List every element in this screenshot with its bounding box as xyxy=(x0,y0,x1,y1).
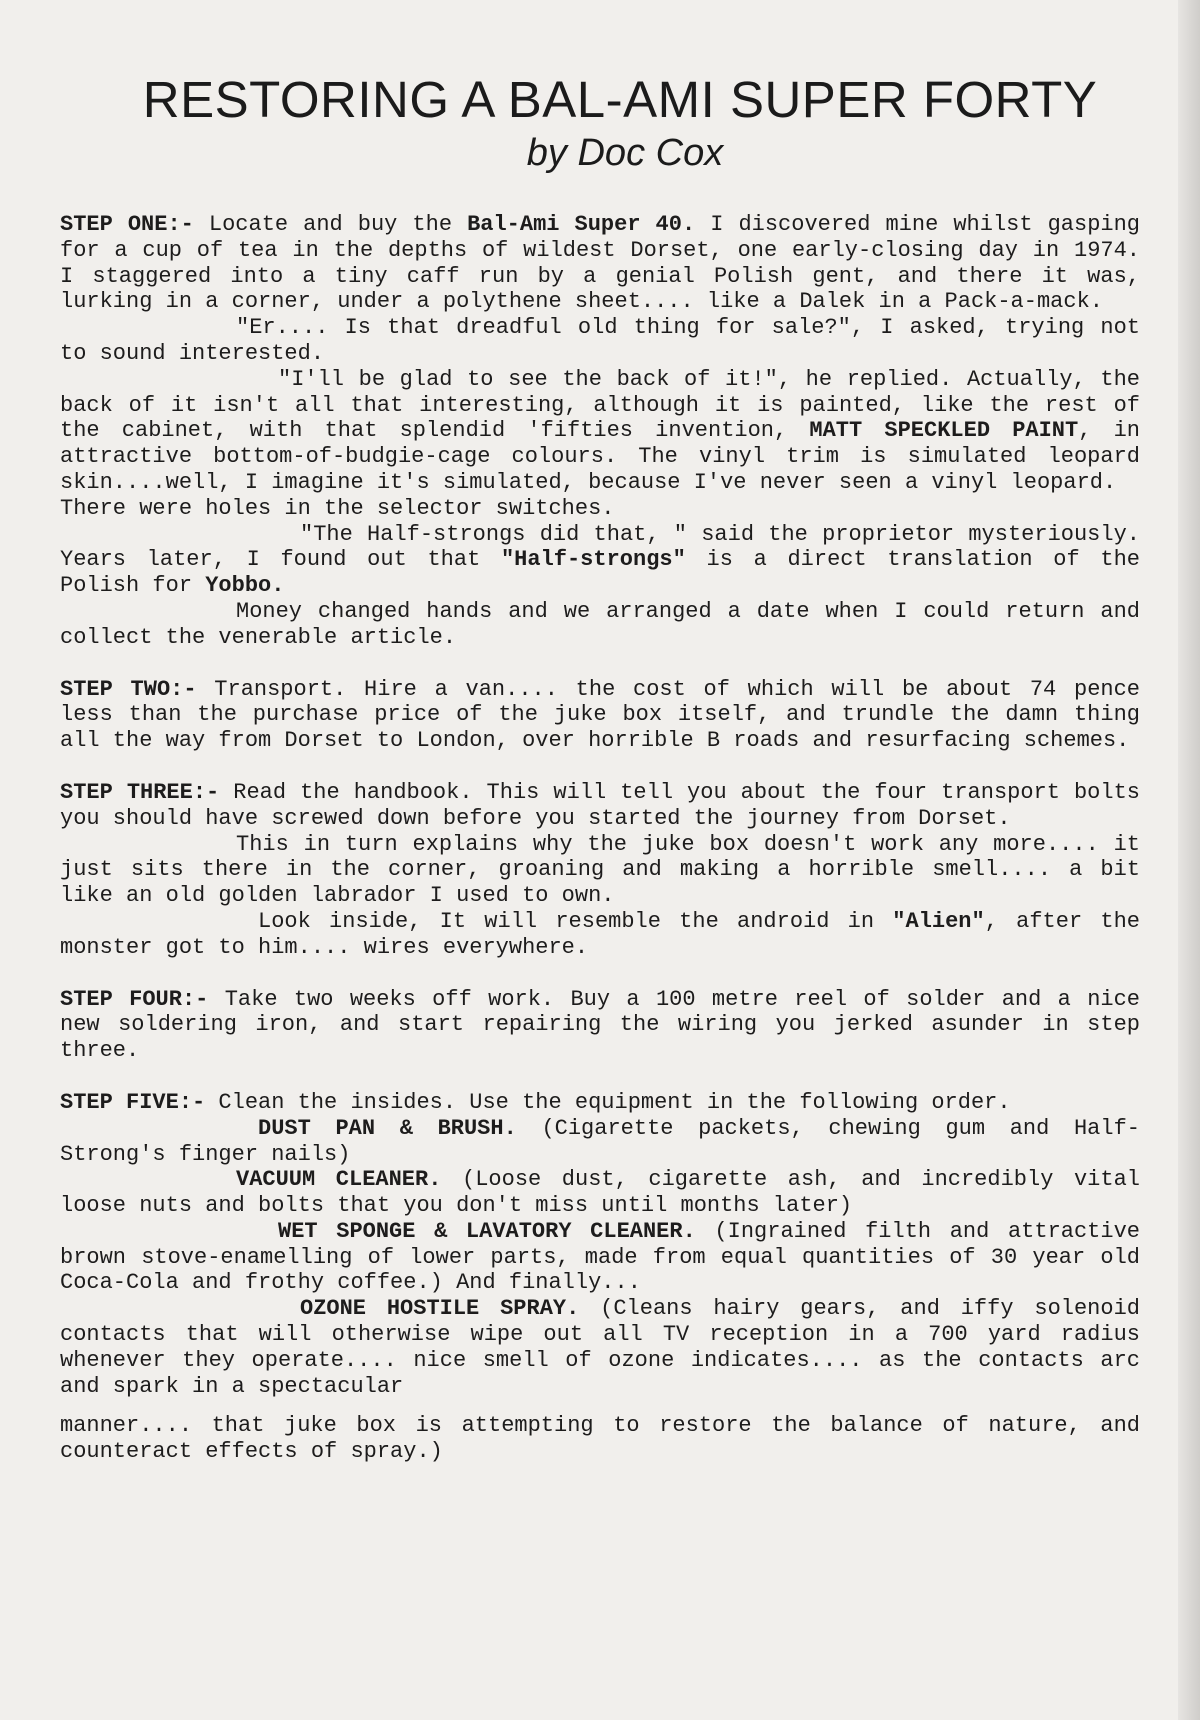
text: (Ingrained filth and attractive brown stove-enamelling of lower parts, made from equal quantities of 30 year old Coca-Cola and frothy coffee.) And finally... xyxy=(60,1218,1140,1296)
page-edge-shadow xyxy=(1178,0,1200,1720)
paragraph xyxy=(60,522,1140,599)
bold-text: Bal-Ami Super 40. xyxy=(467,212,696,237)
text: is a direct translation of the Polish for xyxy=(60,547,1140,599)
item-label: VACUUM CLEANER. xyxy=(236,1167,442,1193)
text: "The Half-strongs did that, " said the proprietor mysteriously. Years later, I found out that xyxy=(60,521,1140,573)
paragraph: Money changed hands and we arranged a date when I could return and collect the venerable article. xyxy=(60,598,1140,650)
paragraph xyxy=(60,909,1140,961)
paragraph xyxy=(60,367,1140,496)
text: "I'll be glad to see the back of it!", he replied. Actually, the back of it isn't all that interesting, although it is painted, like the rest of the cabinet, with that splendid 'fifties invention, xyxy=(60,366,1140,444)
text: (Loose dust, cigarette ash, and incredibly vital loose nuts and bolts that you don't miss until months later) xyxy=(60,1167,1140,1219)
text: , after the monster got to him.... wires everywhere. xyxy=(60,908,1140,960)
page-title: RESTORING A BAL-AMI SUPER FORTY xyxy=(142,71,1098,128)
bold-text: "Alien" xyxy=(892,908,985,934)
text: Clean the insides. Use the equipment in the following order. xyxy=(205,1089,1011,1115)
article-body xyxy=(60,212,1140,1465)
step-four-paragraph xyxy=(60,987,1140,1064)
list-item xyxy=(60,1219,1140,1296)
step-three-label: STEP THREE:- xyxy=(60,779,220,805)
step-three-paragraph xyxy=(60,780,1140,832)
item-label: OZONE HOSTILE SPRAY. xyxy=(300,1296,580,1322)
item-label: DUST PAN & BRUSH. xyxy=(258,1115,517,1141)
step-two-paragraph xyxy=(60,677,1140,754)
text: (Cigarette packets, chewing gum and Half-Strong's finger nails) xyxy=(60,1115,1140,1167)
text: Read the handbook. This will tell you about the four transport bolts you should have screwed down before you started the journey from Dorset. xyxy=(60,779,1140,831)
paragraph: "Er.... Is that dreadful old thing for sale?", I asked, trying not to sound interested. xyxy=(60,315,1140,366)
text: , in attractive bottom-of-budgie-cage colours. The vinyl trim is simulated leopard skin....well, I imagine it's simulated, because I've never seen a vinyl leopard. xyxy=(60,418,1141,495)
step-five-label: STEP FIVE:- xyxy=(60,1089,206,1115)
list-item xyxy=(60,1167,1140,1219)
text: Take two weeks off work. Buy a 100 metre reel of solder and a nice new soldering iron, and start repairing the wiring you jerked asunder in step three. xyxy=(60,986,1140,1064)
step-two-label: STEP TWO:- xyxy=(60,676,197,702)
paragraph: There were holes in the selector switches. xyxy=(60,495,615,521)
list-item xyxy=(60,1116,1140,1168)
text: (Cleans hairy gears, and iffy solenoid contacts that will otherwise wipe out all TV reception in a 700 yard radius whenever they operate.... nice smell of ozone indicates.... as the contacts arc and spark in a spectacular xyxy=(60,1296,1140,1399)
bold-text: Yobbo. xyxy=(205,573,285,599)
item-label: WET SPONGE & LAVATORY CLEANER. xyxy=(278,1218,696,1244)
list-item xyxy=(60,1296,1140,1399)
text: I discovered mine whilst gasping for a cup of tea in the depths of wildest Dorset, one early-closing day in 1974. I staggered into a tiny caff run by a genial Polish gent, and there it was, lurking in a corner, under a polythene sheet.... like a Dalek in a Pack-a-mack. xyxy=(60,212,1141,315)
step-four-label: STEP FOUR:- xyxy=(60,986,209,1012)
bold-text: "Half-strongs" xyxy=(500,547,686,573)
paragraph: manner.... that juke box is attempting to restore the balance of nature, and counteract effects of spray.) xyxy=(60,1413,1140,1465)
step-one-paragraph xyxy=(60,212,1140,315)
step-one-label: STEP ONE:- xyxy=(60,212,194,237)
text: Locate and buy the xyxy=(193,212,468,237)
text: Look inside, It will resemble the android in xyxy=(258,908,893,934)
text: Transport. Hire a van.... the cost of which will be about 74 pence less than the purchase price of the juke box itself, and trundle the damn thing all the way from Dorset to London, over horrible B roads and resurfacing schemes. xyxy=(60,676,1140,754)
bold-text: MATT SPECKLED PAINT xyxy=(809,418,1079,444)
byline: by Doc Cox xyxy=(526,132,724,174)
header xyxy=(60,70,1140,176)
paragraph: This in turn explains why the juke box doesn't work any more.... it just sits there in the corner, groaning and making a horrible smell.... a bit like an old golden labrador I used to own. xyxy=(60,831,1140,909)
step-five-paragraph xyxy=(60,1090,1140,1116)
